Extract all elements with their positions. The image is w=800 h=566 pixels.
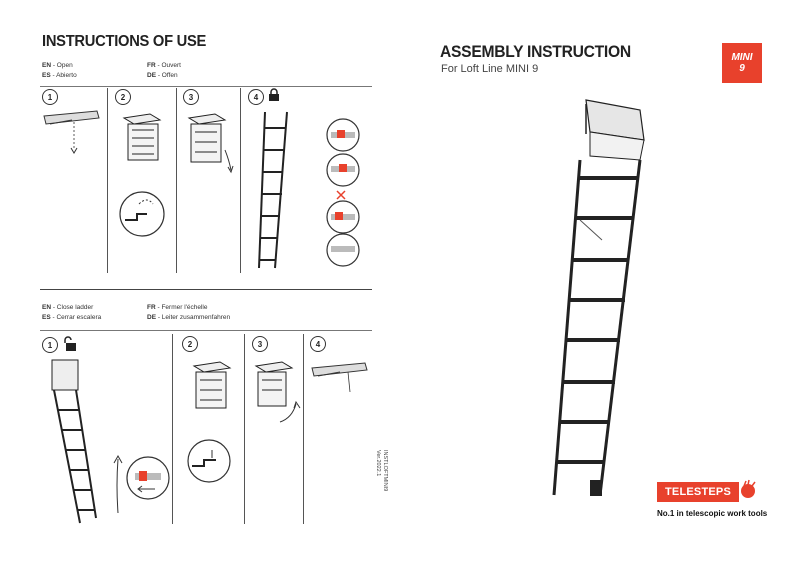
divider — [303, 334, 304, 524]
open-step-2: 2 — [115, 89, 131, 105]
instructions-title: INSTRUCTIONS OF USE — [42, 33, 207, 50]
model-badge: MINI 9 — [722, 43, 762, 83]
close-ladder-illustration — [50, 358, 100, 528]
fold-ladder-illustration — [190, 360, 235, 415]
latch-detail-illustration — [117, 190, 167, 238]
unfold-ladder-illustration — [185, 110, 235, 175]
assembly-title: ASSEMBLY INSTRUCTION — [440, 42, 631, 61]
divider — [40, 330, 372, 331]
cross-icon — [336, 190, 346, 200]
closed-hatch-illustration — [310, 360, 370, 400]
divider — [244, 334, 245, 524]
open-step-3: 3 — [183, 89, 199, 105]
brand-logo: TELESTEPS — [657, 482, 739, 502]
folded-ladder-illustration — [120, 110, 165, 170]
unlock-icon — [62, 336, 76, 352]
open-step-1: 1 — [42, 89, 58, 105]
push-up-arrow — [112, 455, 124, 515]
close-languages-left: EN - Close ladder ES - Cerrar escalera — [42, 304, 102, 321]
lock-icon — [268, 88, 280, 102]
hatch-illustration — [42, 108, 102, 158]
close-step-1: 1 — [42, 337, 58, 353]
brand-tagline: No.1 in telescopic work tools — [657, 509, 768, 518]
divider — [176, 88, 177, 273]
incorrect-lock-detail — [323, 200, 363, 270]
extended-ladder-illustration — [255, 108, 295, 273]
assembly-subtitle: For Loft Line MINI 9 — [441, 63, 539, 75]
document-code: INSTLOFTMINI9 Ver.2022.1 — [375, 450, 388, 492]
latch-close-detail — [186, 438, 232, 484]
close-step-2: 2 — [182, 336, 198, 352]
lift-ladder-illustration — [252, 360, 302, 430]
close-languages-right: FR - Fermer l'échelle DE - Leiter zusammenfahren — [147, 304, 231, 321]
section-divider — [40, 289, 372, 290]
open-languages-right: FR - Ouvert DE - Offen — [147, 62, 181, 79]
divider — [40, 86, 372, 87]
close-step-3: 3 — [252, 336, 268, 352]
close-step-4: 4 — [310, 336, 326, 352]
release-lock-detail — [125, 455, 171, 501]
main-ladder-illustration — [540, 100, 660, 500]
divider — [107, 88, 108, 273]
correct-lock-detail — [323, 118, 363, 188]
divider — [240, 88, 241, 273]
brand-emblem-icon — [740, 480, 758, 500]
open-languages-left: EN - Open ES - Abierto — [42, 62, 77, 79]
divider — [172, 334, 173, 524]
open-step-4: 4 — [248, 89, 264, 105]
